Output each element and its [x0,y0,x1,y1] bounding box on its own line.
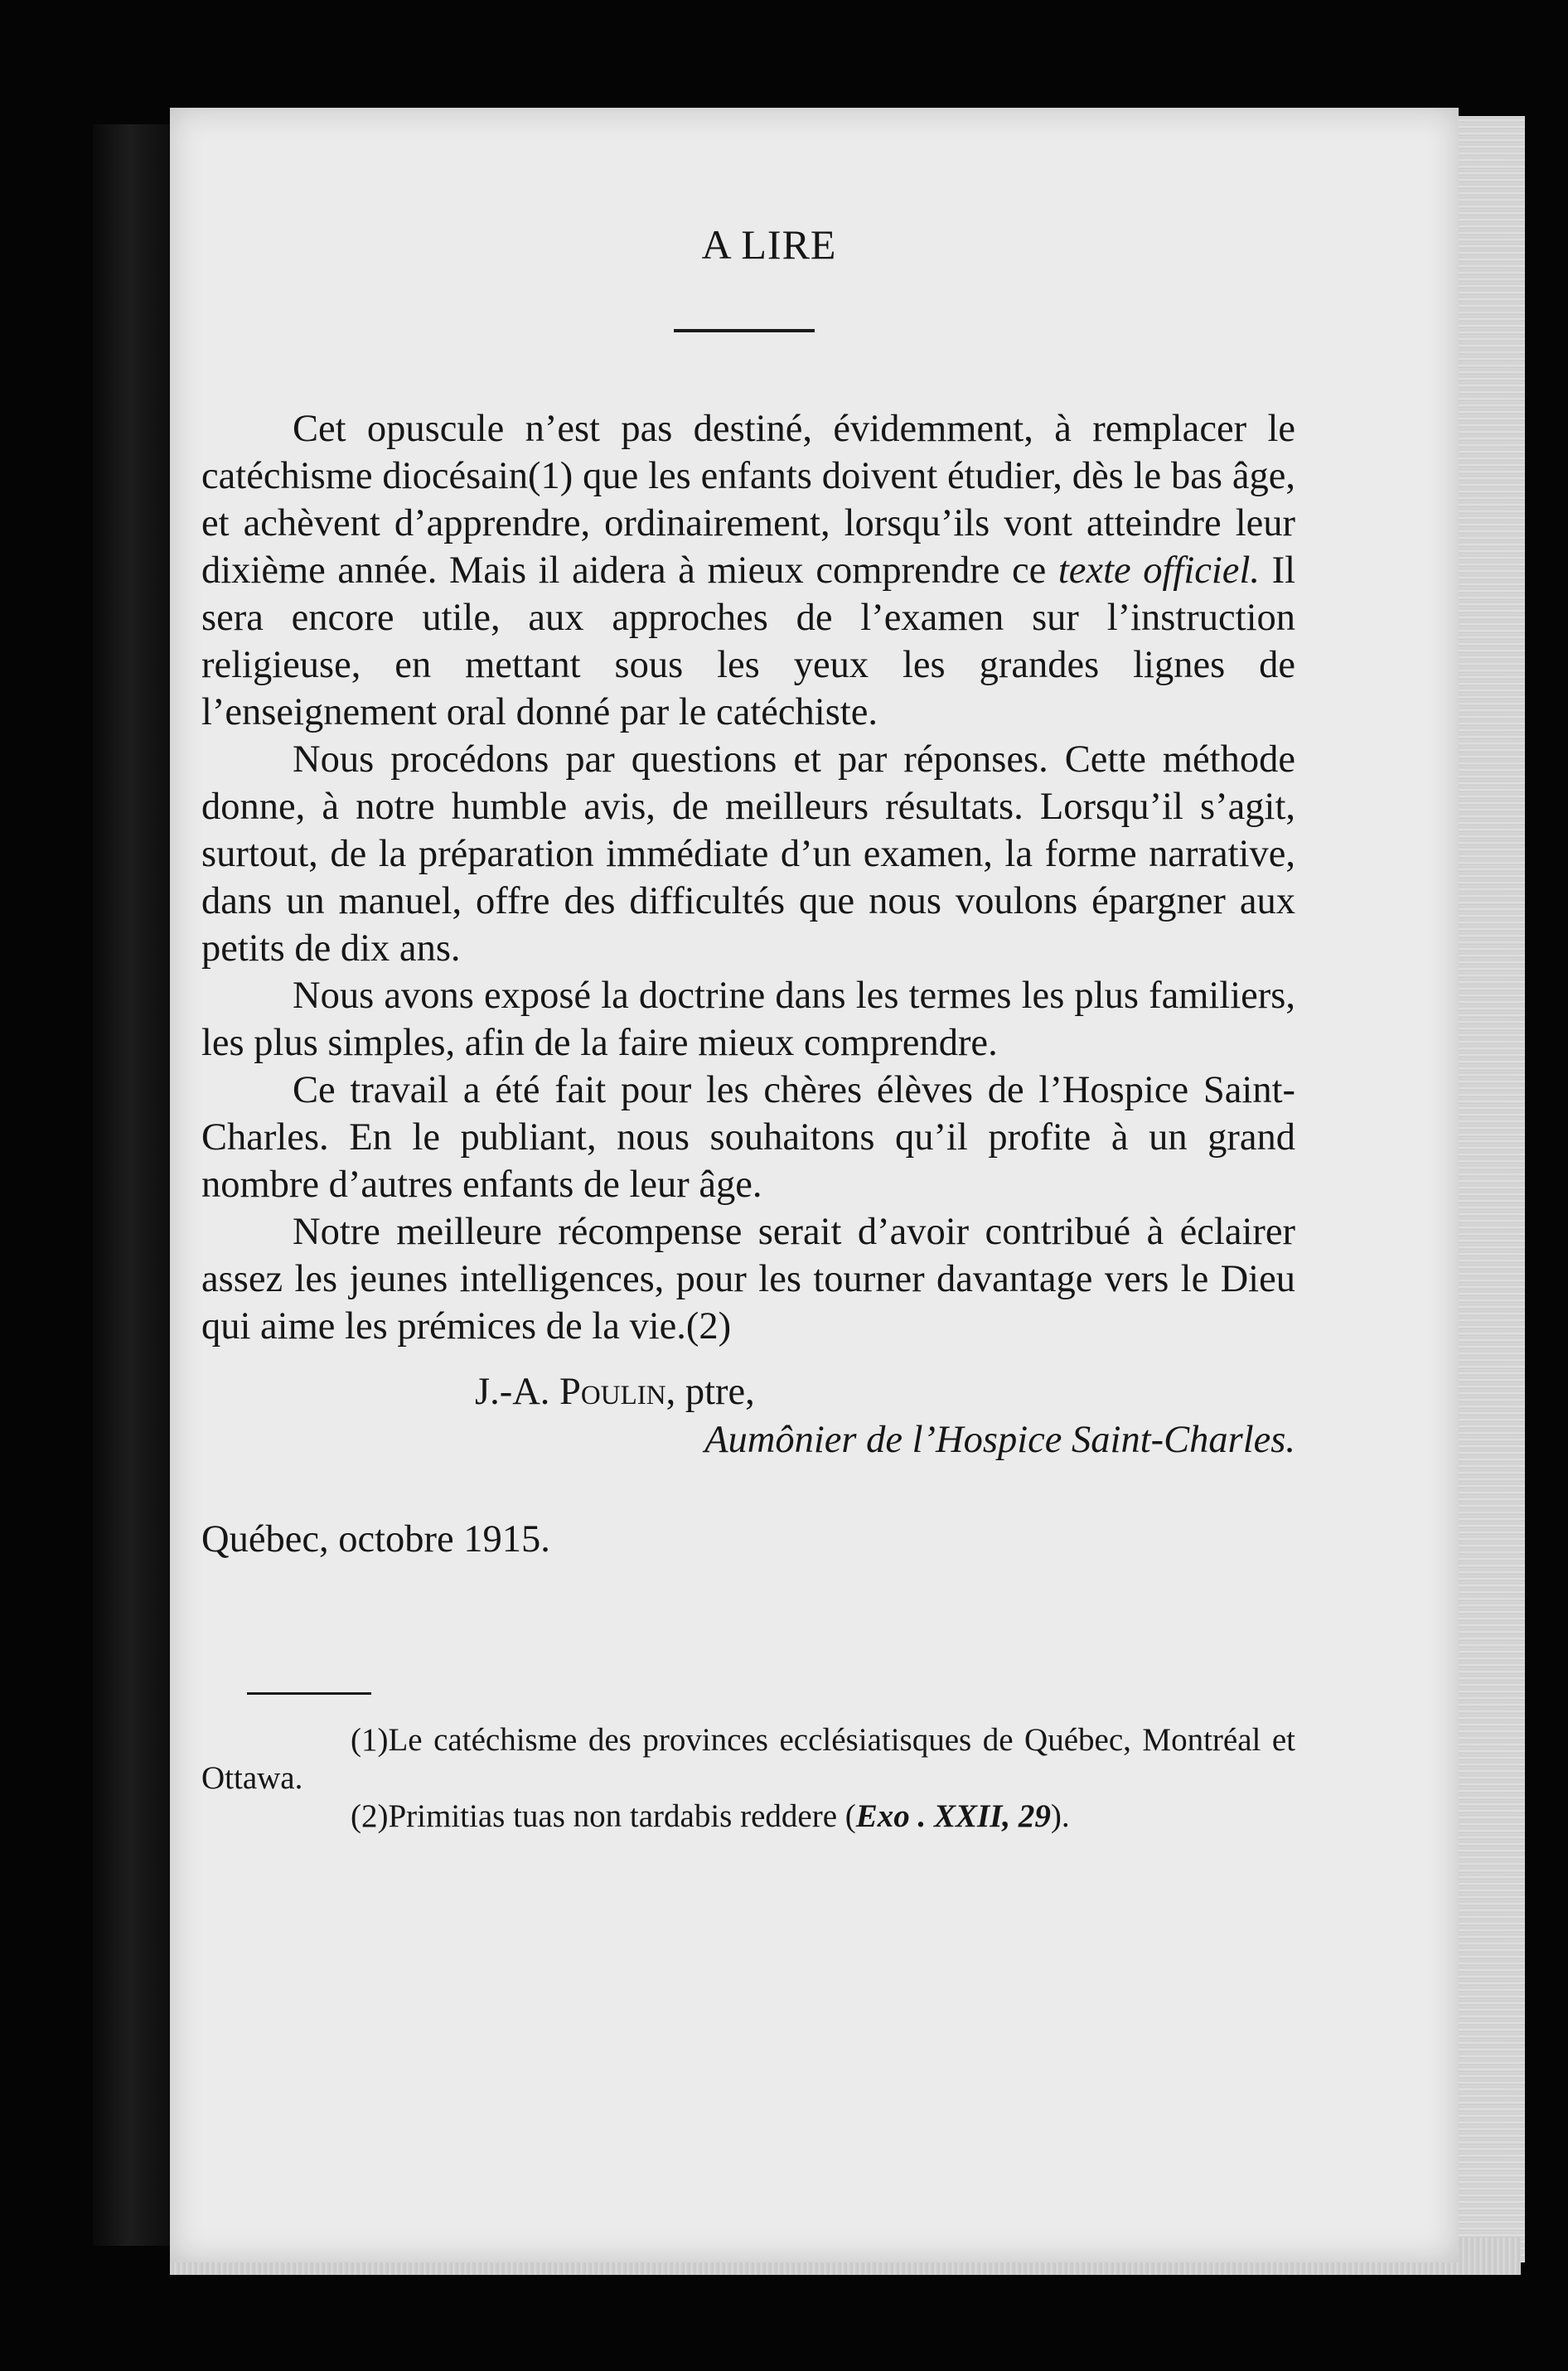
paragraph-5: Notre meilleure récompense serait d’avoir contribué à éclairer assez les jeunes intelligences, pour les tourner davantage vers le Dieu qui aime les prémices de la vie.(2) [201,1211,1295,1348]
heading-rule [674,329,815,332]
page-content [201,211,1295,1836]
page-heading: A LIRE [701,221,837,268]
signature-title: Aumônier de l’Hospice Saint-Charles. [704,1419,1295,1461]
paragraph-2: Nous procédons par questions et par réponses. Cette méthode donne, à notre humble avis, de meilleurs résultats. Lorsqu’il s’agit, surtout, de la préparation immédiate d’un examen, la forme narrative, dans un manuel, offre des difficultés que nous voulons épargner aux petits de dix ans. [201,738,1295,970]
paragraph-1: Cet opuscule n’est pas destiné, évidemment, à remplacer le catéchisme diocésain(1) que les enfants doivent étudier, dès le bas âge, et achèvent d’apprendre, ordinairement, lorsqu’ils vont atteindre leur dixième année. Mais il aidera à mieux comprendre ce texte officiel. Il sera encore utile, aux approches de l’examen sur l’instruction religieuse, en mettant sous les yeux les grandes lignes de l’enseignement oral donné par le catéchiste. [201,408,1295,733]
footnote-rule [247,1692,371,1695]
book-spine [93,124,176,2246]
footnote-2: (2)Primitias tuas non tardabis reddere (Exo . XXII, 29). [351,1798,1070,1834]
paragraph-4: Ce travail a été fait pour les chères élèves de l’Hospice Saint-Charles. En le publiant, nous souhaitons qu’il profite à un grand nombre d’autres enfants de leur âge. [201,1069,1295,1206]
footnote-1: (1)Le catéchisme des provinces ecclésiatisques de Québec, Montréal et Ottawa. [201,1722,1295,1796]
signature-name: J.-A. Poulin, ptre, [475,1371,755,1413]
place-date: Québec, octobre 1915. [201,1518,550,1561]
signature-block [201,1368,1295,1464]
paragraph-3: Nous avons exposé la doctrine dans les termes les plus familiers, les plus simples, afin de la faire mieux comprendre. [201,975,1295,1064]
footnotes [201,1721,1295,1836]
body-text [201,405,1295,1350]
